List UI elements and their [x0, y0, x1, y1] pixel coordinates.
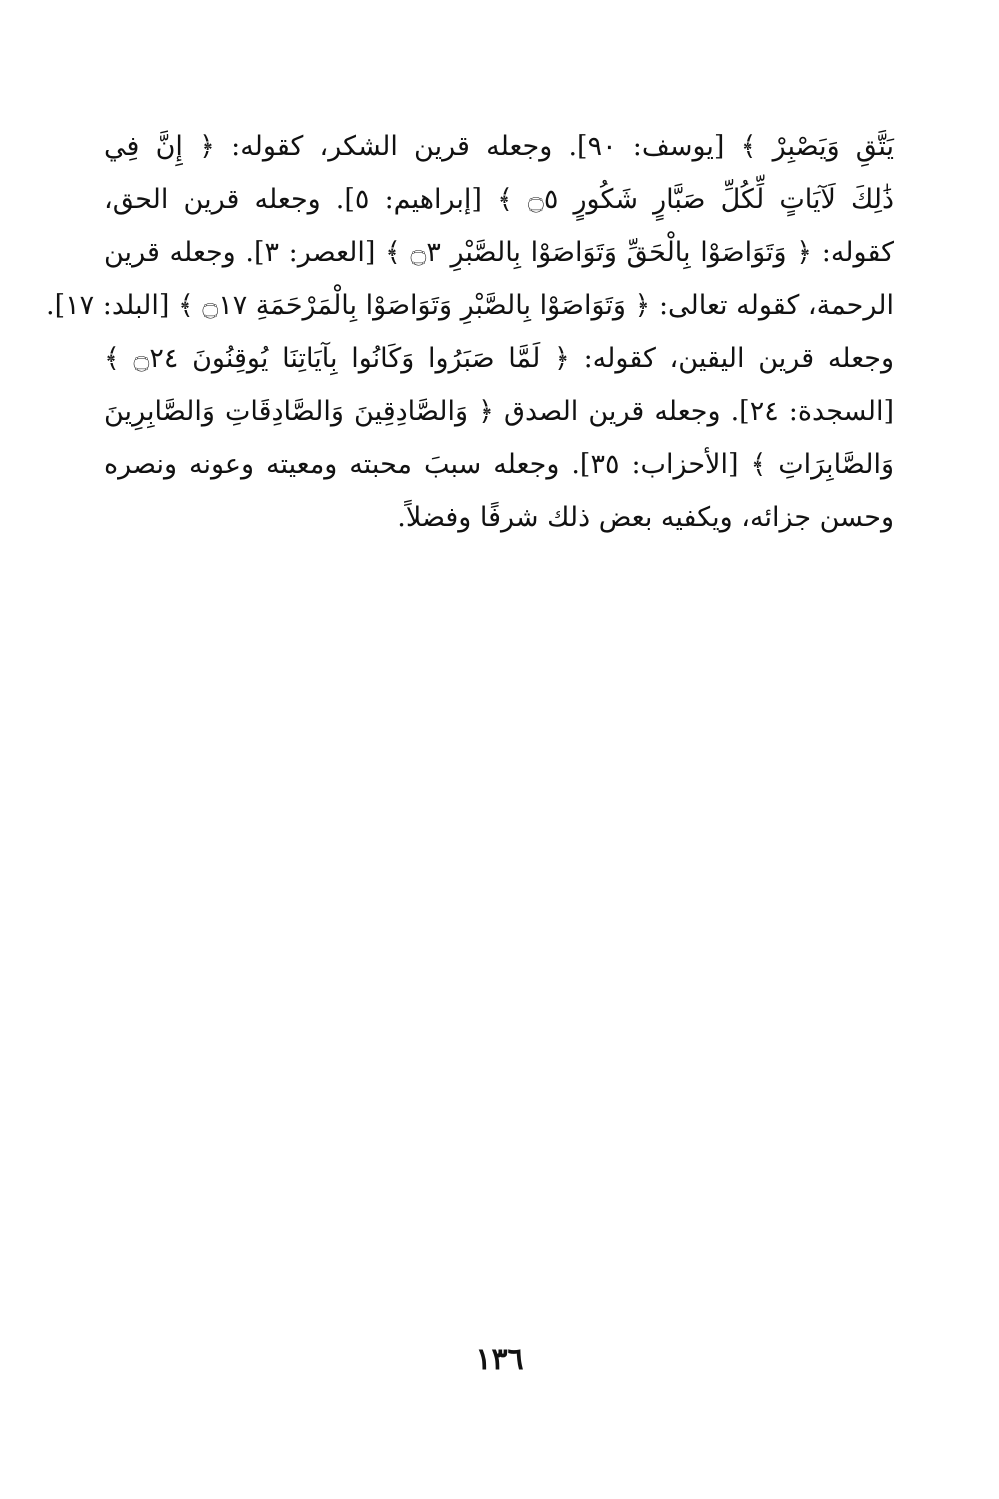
text-line-3: كقوله: ﴿ وَتَوَاصَوْا بِالْحَقِّ وَتَوَاصَوْا بِالصَّبْرِ ۝٣ ﴾ [العصر: ٣]. وجعله قرين — [104, 237, 894, 268]
text-line-2: ذَٰلِكَ لَآيَاتٍ لِّكُلِّ صَبَّارٍ شَكُورٍ ۝٥ ﴾ [إبراهيم: ٥]. وجعله قرين الحق، — [104, 184, 895, 215]
text-line-7: وَالصَّابِرَاتِ ﴾ [الأحزاب: ٣٥]. وجعله سببَ محبته ومعيته وعونه ونصره — [104, 449, 894, 480]
text-line-1: يَتَّقِ وَيَصْبِرْ ﴾ [يوسف: ٩٠]. وجعله قرين الشكر، كقوله: ﴿ إِنَّ فِي — [104, 131, 894, 162]
text-line-5: وجعله قرين اليقين، كقوله: ﴿ لَمَّا صَبَرُوا وَكَانُوا بِآيَاتِنَا يُوقِنُونَ ۝٢٤ ﴾ — [104, 343, 894, 374]
text-line-8: وحسن جزائه، ويكفيه بعض ذلك شرفًا وفضلاً. — [397, 502, 894, 533]
text-line-4: الرحمة، كقوله تعالى: ﴿ وَتَوَاصَوْا بِالصَّبْرِ وَتَوَاصَوْا بِالْمَرْحَمَةِ ۝١٧ ﴾ [البلد: ١٧]. — [46, 290, 894, 321]
page-number: ١٣٦ — [475, 1342, 524, 1377]
text-line-6: [السجدة: ٢٤]. وجعله قرين الصدق ﴿ وَالصَّادِقِينَ وَالصَّادِقَاتِ وَالصَّابِرِينَ — [104, 396, 894, 427]
body-text — [46, 120, 895, 544]
